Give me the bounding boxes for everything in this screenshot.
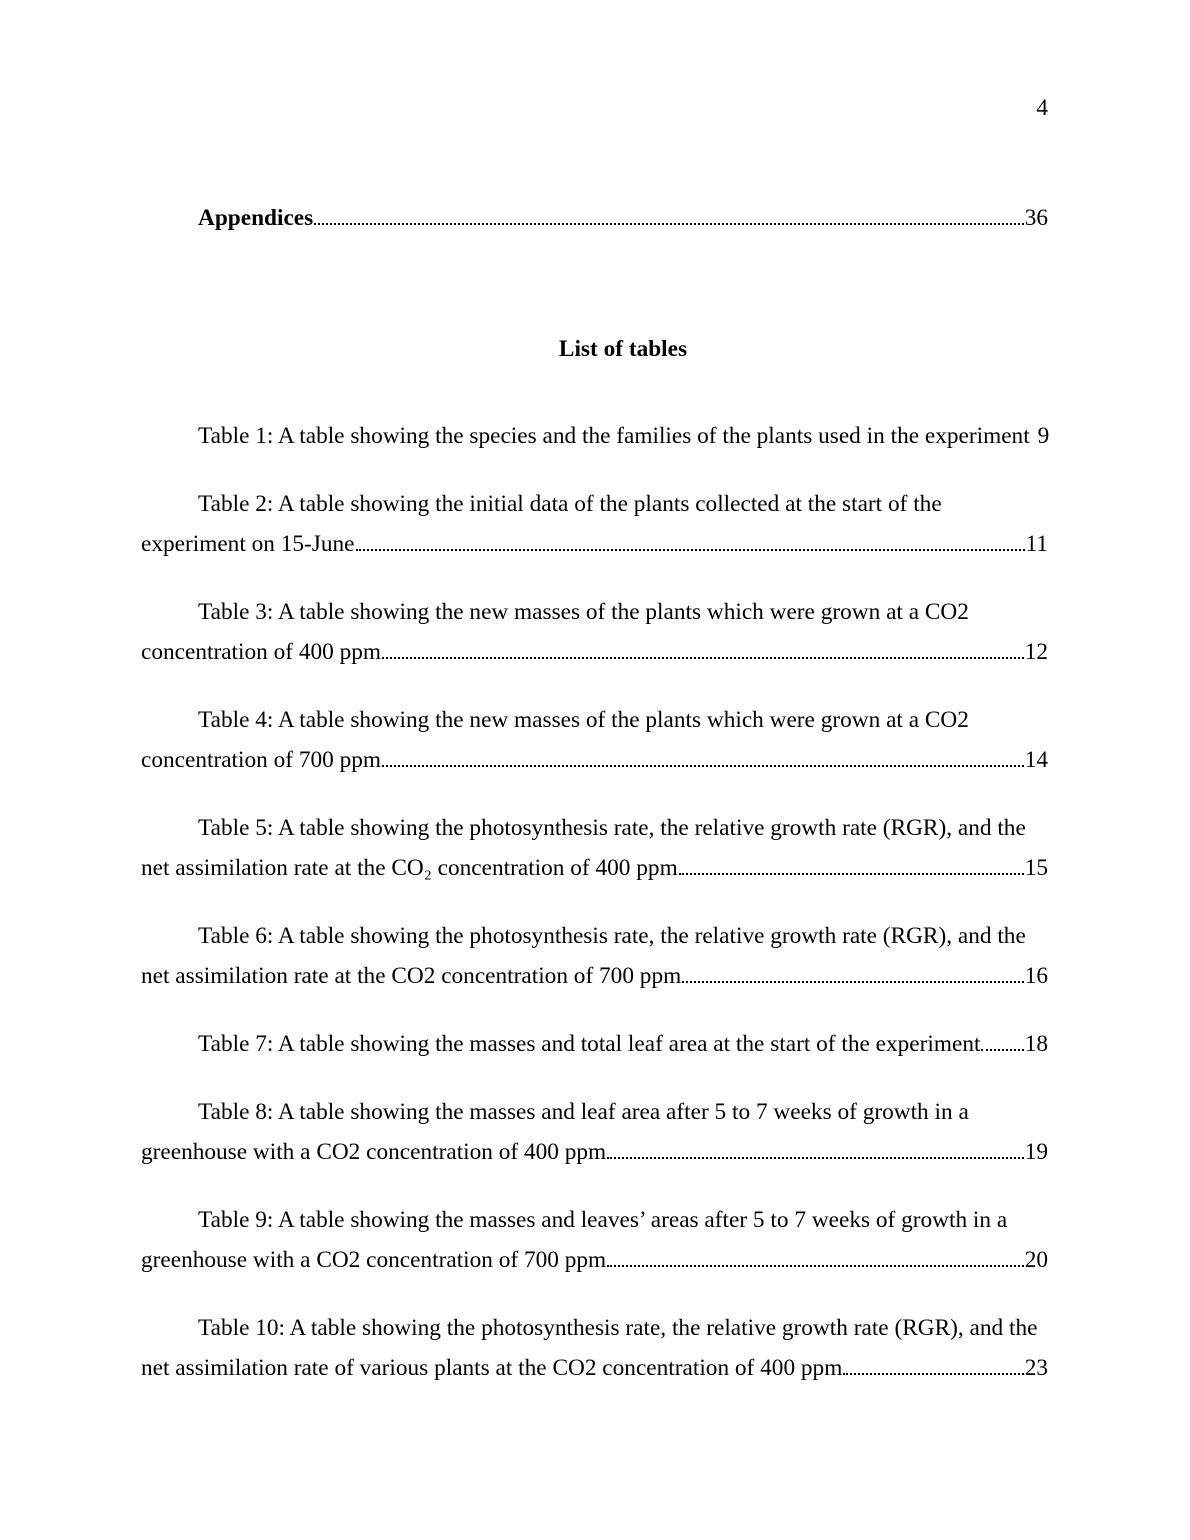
toc-entry-last-line [141, 524, 1048, 564]
dot-leader [679, 873, 1024, 875]
toc-entry-page: 15 [1024, 855, 1048, 881]
toc-entry-line2: concentration of 400 ppm [141, 639, 382, 665]
toc-entry-last-line [141, 1348, 1048, 1388]
toc-entry-line2: net assimilation rate of various plants at the CO2 concentration of 400 ppm [141, 1355, 843, 1381]
toc-entry-line1: Table 9: A table showing the masses and leaves’ areas after 5 to 7 weeks of growth in a [198, 1207, 1008, 1233]
dot-leader [607, 1265, 1024, 1267]
toc-entry [141, 1308, 1048, 1388]
toc-entry-page: 23 [1024, 1355, 1048, 1381]
toc-entry-line2: Table 1: A table showing the species and the families of the plants used in the experiment [198, 423, 1030, 449]
dot-leader [382, 765, 1024, 767]
dot-leader [607, 1157, 1024, 1159]
toc-entry-line1: Table 3: A table showing the new masses of the plants which were grown at a CO2 [198, 599, 969, 625]
toc-entry-line2: experiment on 15-June [141, 531, 355, 557]
toc-entry-last-line [141, 632, 1048, 672]
toc-entry [141, 1200, 1048, 1280]
toc-entry-page: 12 [1024, 639, 1048, 665]
page-number: 4 [1036, 95, 1048, 121]
toc-entry-line2: greenhouse with a CO2 concentration of 400 ppm [141, 1139, 607, 1165]
toc-entry-last-line [141, 1132, 1048, 1172]
toc-entry-last-line [141, 416, 1048, 456]
appendices-label: Appendices [198, 205, 314, 231]
toc-entry [141, 700, 1048, 780]
toc-entry-line2: net assimilation rate at the CO2 concentration of 700 ppm [141, 963, 682, 989]
toc-entry-last-line [141, 1024, 1048, 1064]
toc-entry-line1: Table 4: A table showing the new masses of the plants which were grown at a CO2 [198, 707, 969, 733]
toc-entry [141, 1024, 1048, 1064]
toc-entry-line2: Table 7: A table showing the masses and total leaf area at the start of the experiment [198, 1031, 981, 1057]
list-of-tables-heading: List of tables [558, 336, 688, 362]
toc-entry [141, 592, 1048, 672]
toc-entry-last-line [141, 848, 1048, 888]
toc-entry [141, 808, 1048, 888]
appendices-entry [141, 198, 1048, 238]
toc-entry-line1: Table 5: A table showing the photosynthesis rate, the relative growth rate (RGR), and the [198, 815, 1026, 841]
toc-entry-line2: greenhouse with a CO2 concentration of 700 ppm [141, 1247, 607, 1273]
toc-entry [141, 1092, 1048, 1172]
toc-entry-page: 11 [1025, 531, 1048, 557]
appendices-page: 36 [1024, 205, 1048, 231]
dot-leader [356, 549, 1025, 551]
dot-leader [843, 1373, 1023, 1375]
toc-entry-page: 9 [1037, 423, 1050, 449]
toc-entry-line2: net assimilation rate at the CO₂ concentration of 400 ppm [141, 855, 678, 881]
toc-entry-page: 14 [1024, 747, 1048, 773]
toc-entry-line1: Table 2: A table showing the initial data of the plants collected at the start of the [198, 491, 942, 517]
dot-leader [981, 1049, 1023, 1051]
toc-entry-page: 19 [1024, 1139, 1048, 1165]
toc-entry [141, 916, 1048, 996]
toc-entry-line2: concentration of 700 ppm [141, 747, 382, 773]
toc-entry [141, 416, 1048, 456]
toc-entry-page: 18 [1024, 1031, 1048, 1057]
dot-leader [682, 981, 1023, 983]
toc-entry-line1: Table 8: A table showing the masses and leaf area after 5 to 7 weeks of growth in a [198, 1099, 969, 1125]
toc-entries [141, 416, 1048, 1388]
toc-entry-page: 20 [1024, 1247, 1048, 1273]
toc-entry-page: 16 [1024, 963, 1048, 989]
toc-entry-line1: Table 6: A table showing the photosynthesis rate, the relative growth rate (RGR), and the [198, 923, 1026, 949]
toc-entry-line1: Table 10: A table showing the photosynthesis rate, the relative growth rate (RGR), and the [198, 1315, 1038, 1341]
toc-entry-last-line [141, 1240, 1048, 1280]
toc-entry-last-line [141, 956, 1048, 996]
dot-leader [382, 657, 1024, 659]
toc-entry-last-line [141, 740, 1048, 780]
toc-entry [141, 484, 1048, 564]
dot-leader [314, 223, 1023, 225]
